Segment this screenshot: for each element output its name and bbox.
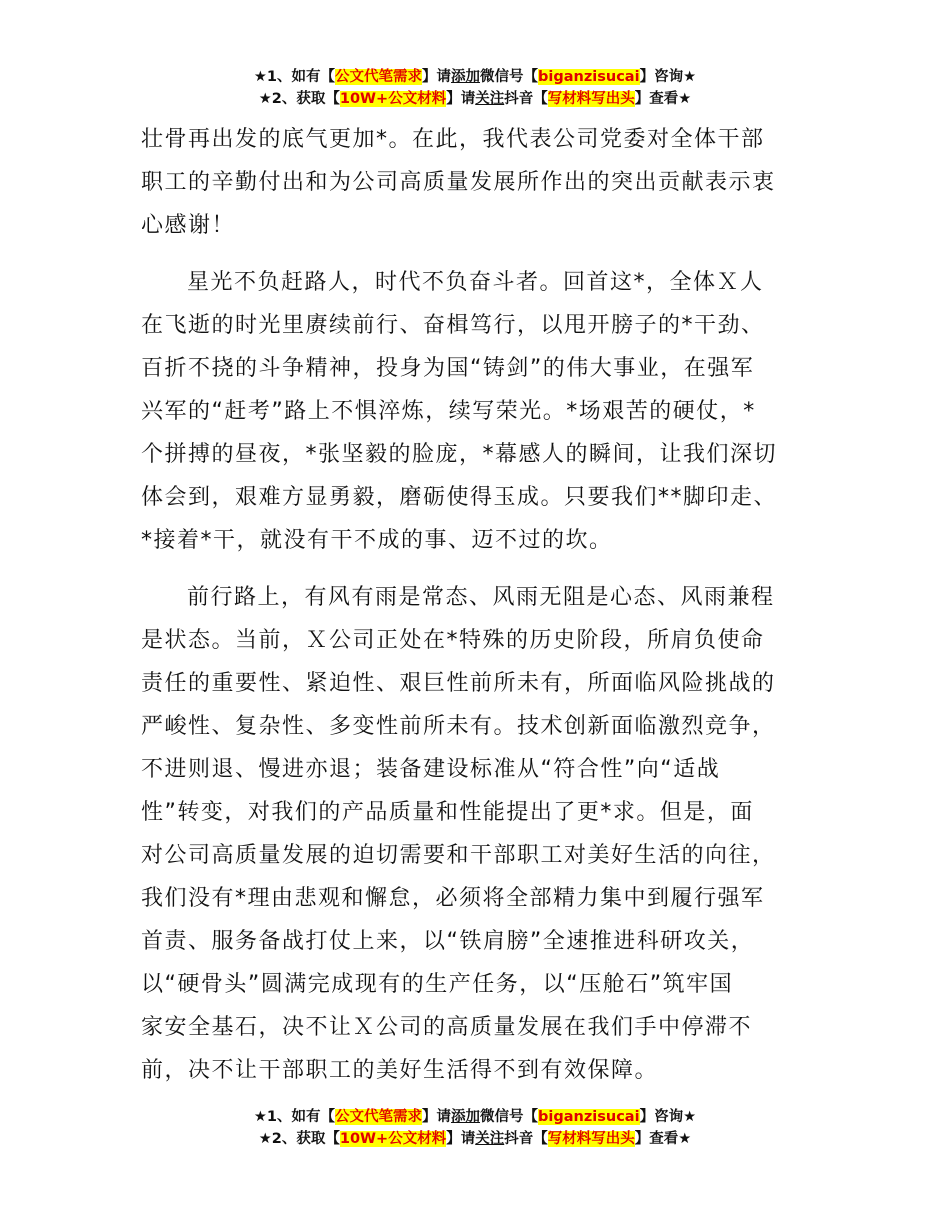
highlight-douyin-account: 写材料写出头	[547, 1131, 635, 1147]
header-banner	[0, 66, 950, 110]
banner-line-1	[0, 1106, 950, 1128]
text-line: 在飞逝的时光里赓续前行、奋楫笃行，以甩开膀子的*干劲、	[141, 313, 765, 338]
text-line: 兴军的“赶考”路上不惧淬炼，续写荣光。*场艰苦的硬仗，*	[141, 399, 756, 424]
text-line: 前，决不让干部职工的美好生活得不到有效保障。	[141, 1058, 659, 1083]
text-line: 首责、服务备战打仗上来，以“铁肩膀”全速推进科研攻关，	[141, 929, 755, 954]
text-line: 体会到，艰难方显勇毅，磨砺使得玉成。只要我们**脚印走、	[141, 485, 778, 510]
banner-line-2	[0, 88, 950, 110]
text-line: 以“硬骨头”圆满完成现有的生产任务，以“压舱石”筑牢国	[141, 972, 734, 997]
paragraph-1	[141, 118, 813, 247]
banner-text: 】请	[422, 69, 452, 85]
banner-text: 】咨询★	[639, 69, 697, 85]
text-line: 不进则退、慢进亦退；装备建设标准从“符合性”向“适战	[141, 757, 721, 782]
banner-text: 】请	[446, 91, 476, 107]
banner-text: 抖音【	[504, 1131, 548, 1147]
banner-text: ★1、如有【	[253, 1109, 336, 1125]
banner-text: 微信号【	[480, 69, 539, 85]
banner-text: 】查看★	[634, 1131, 692, 1147]
underlined-text: 添加	[451, 1109, 481, 1125]
banner-line-2	[0, 1128, 950, 1150]
highlight-douyin-account: 写材料写出头	[547, 91, 635, 107]
text-line: 壮骨再出发的底气更加*。在此，我代表公司党委对全体干部	[141, 127, 765, 152]
highlight-materials: 10W+公文材料	[339, 1131, 447, 1147]
text-line: 心感谢！	[141, 213, 236, 238]
banner-text: 】请	[446, 1131, 476, 1147]
banner-line-1	[0, 66, 950, 88]
banner-text: ★1、如有【	[253, 69, 336, 85]
banner-text: ★2、获取【	[258, 91, 340, 107]
underlined-text: 添加	[451, 69, 481, 85]
banner-text: 】查看★	[634, 91, 692, 107]
paragraph-2	[141, 261, 813, 562]
text-line: 家安全基石，决不让Ｘ公司的高质量发展在我们手中停滞不	[141, 1015, 753, 1040]
text-line: 性”转变，对我们的产品质量和性能提出了更*求。但是，面	[141, 800, 754, 825]
banner-text: ★2、获取【	[258, 1131, 340, 1147]
text-line: 严峻性、复杂性、多变性前所未有。技术创新面临激烈竞争，	[141, 714, 776, 739]
banner-text: 】请	[422, 1109, 452, 1125]
banner-text: 微信号【	[480, 1109, 539, 1125]
text-line: 对公司高质量发展的迫切需要和干部职工对美好生活的向往，	[141, 843, 776, 868]
text-line: *接着*干，就没有干不成的事、迈不过的坎。	[141, 528, 613, 553]
banner-text: 抖音【	[504, 91, 548, 107]
text-line: 百折不挠的斗争精神，投身为国“铸剑”的伟大事业，在强军	[141, 356, 755, 381]
text-line: 星光不负赶路人，时代不负奋斗者。回首这*，全体Ｘ人	[187, 270, 764, 295]
underlined-text: 关注	[475, 91, 505, 107]
document-body	[141, 118, 813, 1092]
text-line: 前行路上，有风有雨是常态、风雨无阻是心态、风雨兼程	[187, 585, 775, 610]
text-line: 责任的重要性、紧迫性、艰巨性前所未有，所面临风险挑战的	[141, 671, 776, 696]
highlight-wechat-id: biganzisucai	[538, 69, 640, 85]
paragraph-3	[141, 576, 813, 1092]
text-line: 职工的辛勤付出和为公司高质量发展所作出的突出贡献表示衷	[141, 170, 776, 195]
footer-banner	[0, 1106, 950, 1150]
text-line: 是状态。当前，Ｘ公司正处在*特殊的历史阶段，所肩负使命	[141, 628, 765, 653]
highlight-service: 公文代笔需求	[335, 69, 423, 85]
highlight-materials: 10W+公文材料	[339, 91, 447, 107]
highlight-service: 公文代笔需求	[335, 1109, 423, 1125]
text-line: 我们没有*理由悲观和懈怠，必须将全部精力集中到履行强军	[141, 886, 765, 911]
banner-text: 】咨询★	[639, 1109, 697, 1125]
underlined-text: 关注	[475, 1131, 505, 1147]
highlight-wechat-id: biganzisucai	[538, 1109, 640, 1125]
text-line: 个拼搏的昼夜，*张坚毅的脸庞，*幕感人的瞬间，让我们深切	[141, 442, 778, 467]
